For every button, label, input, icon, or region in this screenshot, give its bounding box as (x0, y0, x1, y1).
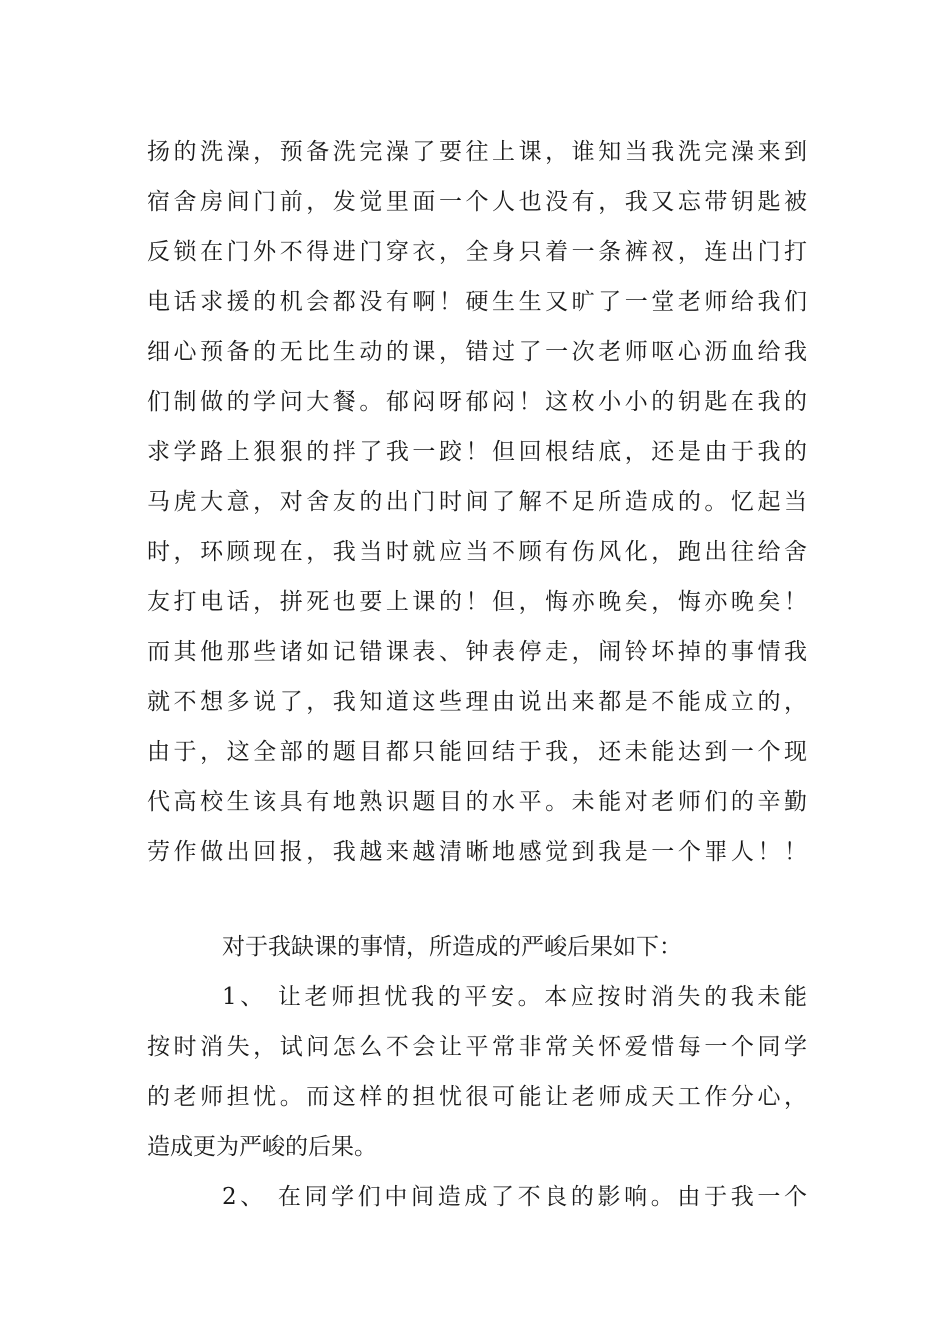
list-item-line: 造成更为严峻的后果。 (147, 1134, 377, 1160)
paragraph-line: 时，环顾现在，我当时就应当不顾有伤风化，跑出往给舍 (147, 539, 807, 565)
paragraph-line: 反锁在门外不得进门穿衣，全身只着一条裤衩，连出门打 (147, 239, 807, 265)
paragraph-line: 马虎大意，对舍友的出门时间了解不足所造成的。忆起当 (147, 489, 807, 515)
paragraph-line: 们制做的学问大餐。郁闷呀郁闷！这枚小小的钥匙在我的 (147, 389, 807, 415)
list-item-line: 按时消失，试问怎么不会让平常非常关怀爱惜每一个同学 (147, 1034, 807, 1060)
paragraph-line: 宿舍房间门前，发觉里面一个人也没有，我又忘带钥匙被 (147, 189, 807, 215)
list-item-line: 的老师担忧。而这样的担忧很可能让老师成天工作分心， (147, 1084, 807, 1110)
list-item-line: 1、 让老师担忧我的平安。本应按时消失的我未能 (222, 984, 807, 1010)
paragraph-line: 就不想多说了，我知道这些理由说出来都是不能成立的， (147, 689, 807, 715)
paragraph-line: 细心预备的无比生动的课，错过了一次老师呕心沥血给我 (147, 339, 807, 365)
paragraph-line: 求学路上狠狠的拌了我一跤！但回根结底，还是由于我的 (147, 439, 807, 465)
section-heading: 对于我缺课的事情，所造成的严峻后果如下： (222, 934, 682, 960)
list-item-line: 2、 在同学们中间造成了不良的影响。由于我一个 (222, 1184, 807, 1210)
paragraph-line: 扬的洗澡，预备洗完澡了要往上课，谁知当我洗完澡来到 (147, 139, 807, 165)
paragraph-line: 由于，这全部的题目都只能回结于我，还未能达到一个现 (147, 739, 807, 765)
paragraph-line: 而其他那些诸如记错课表、钟表停走，闹铃坏掉的事情我 (147, 639, 807, 665)
paragraph-line: 电话求援的机会都没有啊！硬生生又旷了一堂老师给我们 (147, 289, 807, 315)
paragraph-line: 劳作做出回报，我越来越清晰地感觉到我是一个罪人！！ (147, 839, 807, 865)
paragraph-line: 代高校生该具有地熟识题目的水平。未能对老师们的辛勤 (147, 789, 807, 815)
paragraph-line: 友打电话，拼死也要上课的！但，悔亦晚矣，悔亦晚矣！ (147, 589, 807, 615)
